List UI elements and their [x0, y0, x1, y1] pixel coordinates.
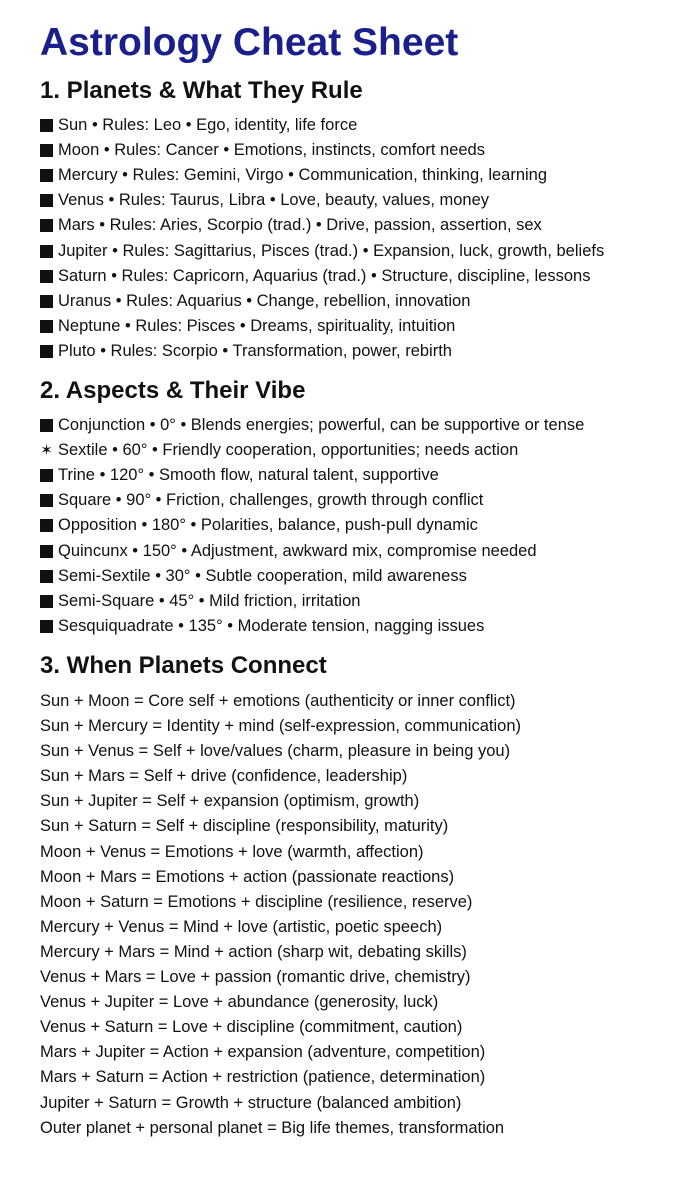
list-item: Moon + Mars = Emotions + action (passionate reactions) — [40, 867, 455, 886]
list-item: Outer planet + personal planet = Big life themes, transformation — [40, 1118, 505, 1137]
list-item: Mars + Saturn = Action + restriction (patience, determination) — [40, 1068, 486, 1087]
list-item: Venus + Saturn = Love + discipline (commitment, caution) — [40, 1018, 463, 1037]
list-item-text: Saturn • Rules: Capricorn, Aquarius (trad.) • Structure, discipline, lessons — [58, 266, 591, 285]
square-bullet-icon — [40, 570, 53, 583]
list-item-text: Mercury • Rules: Gemini, Virgo • Communication, thinking, learning — [58, 166, 548, 185]
list-item-text: Quincunx • 150° • Adjustment, awkward mix, compromise needed — [58, 541, 537, 560]
list-item-text: Sun • Rules: Leo • Ego, identity, life force — [58, 116, 358, 135]
square-bullet-icon — [40, 345, 53, 358]
star-bullet-icon: ✶ — [40, 442, 53, 460]
list-item: Sun + Jupiter = Self + expansion (optimism, growth) — [40, 792, 420, 811]
list-item — [40, 413, 584, 438]
list-item-text: Uranus • Rules: Aquarius • Change, rebellion, innovation — [58, 291, 471, 310]
page-title: Astrology Cheat Sheet — [40, 21, 459, 64]
list-item: Moon + Saturn = Emotions + discipline (resilience, reserve) — [40, 892, 473, 911]
aspects-list — [40, 413, 584, 639]
list-item-text: Jupiter • Rules: Sagittarius, Pisces (trad.) • Expansion, luck, growth, beliefs — [58, 241, 605, 260]
square-bullet-icon — [40, 419, 53, 432]
square-bullet-icon — [40, 494, 53, 507]
list-item — [40, 264, 604, 289]
list-item — [40, 138, 604, 163]
planets-list — [40, 113, 604, 364]
list-item-text: Trine • 120° • Smooth flow, natural talent, supportive — [58, 466, 439, 485]
list-item — [40, 438, 584, 463]
list-item: Mars + Jupiter = Action + expansion (adventure, competition) — [40, 1043, 486, 1062]
list-item — [40, 614, 584, 639]
list-item: Venus + Jupiter = Love + abundance (generosity, luck) — [40, 993, 439, 1012]
list-item: Sun + Moon = Core self + emotions (authenticity or inner conflict) — [40, 692, 516, 710]
list-item: Venus + Mars = Love + passion (romantic drive, chemistry) — [40, 968, 471, 987]
list-item-text: Mars • Rules: Aries, Scorpio (trad.) • Drive, passion, assertion, sex — [58, 216, 542, 235]
list-item — [40, 188, 604, 213]
section-heading-aspects: 2. Aspects & Their Vibe — [40, 377, 306, 404]
square-bullet-icon — [40, 320, 53, 333]
square-bullet-icon — [40, 245, 53, 258]
square-bullet-icon — [40, 194, 53, 207]
list-item-text: Conjunction • 0° • Blends energies; powerful, can be supportive or tense — [58, 416, 585, 435]
connections-list — [40, 689, 521, 1141]
list-item-text: Pluto • Rules: Scorpio • Transformation, power, rebirth — [58, 341, 452, 360]
list-item — [40, 339, 604, 364]
square-bullet-icon — [40, 620, 53, 633]
section-heading-planets: 1. Planets & What They Rule — [40, 77, 363, 104]
list-item — [40, 113, 604, 138]
list-item-text: Neptune • Rules: Pisces • Dreams, spirituality, intuition — [58, 316, 456, 335]
square-bullet-icon — [40, 219, 53, 232]
list-item-text: Sextile • 60° • Friendly cooperation, opportunities; needs action — [58, 441, 519, 460]
list-item: Mercury + Mars = Mind + action (sharp wit, debating skills) — [40, 942, 467, 961]
list-item-text: Semi-Sextile • 30° • Subtle cooperation, mild awareness — [58, 566, 467, 585]
list-item — [40, 238, 604, 263]
list-item: Sun + Mercury = Identity + mind (self-expression, communication) — [40, 717, 521, 736]
list-item — [40, 163, 604, 188]
list-item: Sun + Venus = Self + love/values (charm, pleasure in being you) — [40, 742, 511, 761]
list-item — [40, 564, 584, 589]
list-item-text: Moon • Rules: Cancer • Emotions, instincts, comfort needs — [58, 141, 485, 160]
square-bullet-icon — [40, 595, 53, 608]
list-item: Sun + Saturn = Self + discipline (responsibility, maturity) — [40, 817, 449, 836]
list-item-text: Sesquiquadrate • 135° • Moderate tension, nagging issues — [58, 616, 485, 635]
square-bullet-icon — [40, 295, 53, 308]
list-item — [40, 213, 604, 238]
list-item — [40, 289, 604, 314]
list-item-text: Opposition • 180° • Polarities, balance, push-pull dynamic — [58, 516, 478, 535]
list-item: Jupiter + Saturn = Growth + structure (balanced ambition) — [40, 1093, 462, 1112]
square-bullet-icon — [40, 270, 53, 283]
square-bullet-icon — [40, 519, 53, 532]
list-item-text: Semi-Square • 45° • Mild friction, irritation — [58, 591, 361, 610]
list-item: Moon + Venus = Emotions + love (warmth, affection) — [40, 842, 424, 861]
list-item: Sun + Mars = Self + drive (confidence, leadership) — [40, 767, 408, 786]
square-bullet-icon — [40, 545, 53, 558]
list-item-text: Square • 90° • Friction, challenges, growth through conflict — [58, 491, 484, 510]
square-bullet-icon — [40, 144, 53, 157]
list-item-text: Venus • Rules: Taurus, Libra • Love, beauty, values, money — [58, 191, 490, 210]
list-item — [40, 513, 584, 538]
section-heading-connections: 3. When Planets Connect — [40, 652, 327, 679]
square-bullet-icon — [40, 169, 53, 182]
list-item — [40, 538, 584, 563]
square-bullet-icon — [40, 119, 53, 132]
list-item — [40, 488, 584, 513]
list-item — [40, 463, 584, 488]
list-item: Mercury + Venus = Mind + love (artistic, poetic speech) — [40, 917, 443, 936]
square-bullet-icon — [40, 469, 53, 482]
list-item — [40, 314, 604, 339]
list-item — [40, 589, 584, 614]
